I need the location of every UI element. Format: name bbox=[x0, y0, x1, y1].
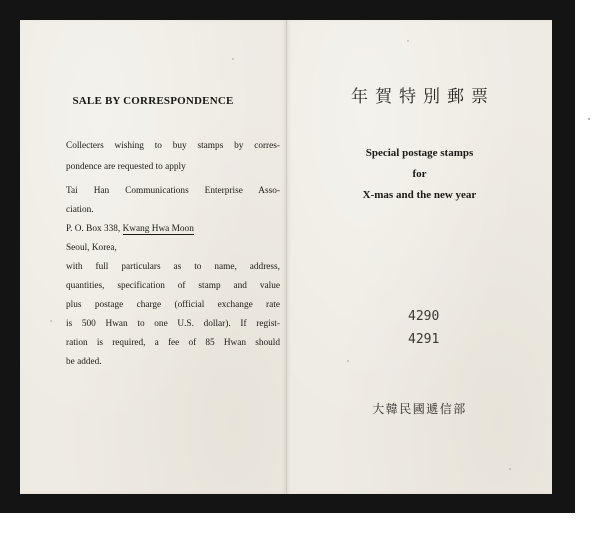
intro-line: Collecters wishing to buy stamps by corres- bbox=[66, 141, 280, 151]
details-line: plus postage charge (official exchange rate bbox=[66, 300, 280, 310]
details-line: be added. bbox=[66, 357, 102, 367]
details-line: quantities, specification of stamp and value bbox=[66, 281, 280, 291]
stamp-title-cjk: 年賀特別郵票 bbox=[351, 87, 495, 107]
paper-speck bbox=[407, 40, 409, 42]
stamp-subtitle bbox=[287, 143, 552, 206]
association-line: ciation. bbox=[66, 205, 94, 215]
association-line: Tai Han Communications Enterprise Asso- bbox=[66, 186, 280, 196]
paper-speck bbox=[50, 320, 52, 322]
ministry-name-cjk: 大韓民國遞信部 bbox=[372, 402, 467, 416]
district-name: Kwang Hwa Moon bbox=[122, 224, 194, 234]
edge-speck bbox=[588, 118, 590, 120]
city-line: Seoul, Korea, bbox=[66, 243, 117, 253]
details-line: is 500 Hwan to one U.S. dollar). If regist- bbox=[66, 319, 280, 329]
po-box: P. O. Box 338, bbox=[66, 224, 121, 234]
folder-left-panel bbox=[20, 20, 286, 494]
paper-speck bbox=[509, 468, 511, 470]
details-line: ration is required, a fee of 85 Hwan should bbox=[66, 338, 280, 348]
subtitle-line: X-mas and the new year bbox=[362, 189, 477, 201]
details-line: with full particulars as to name, address, bbox=[66, 262, 280, 272]
year-number: 4291 bbox=[408, 332, 440, 347]
correspondence-text bbox=[66, 142, 280, 368]
correspondence-heading: SALE BY CORRESPONDENCE bbox=[72, 95, 234, 107]
intro-line: pondence are requested to apply bbox=[66, 162, 186, 172]
paper-speck bbox=[232, 58, 234, 60]
subtitle-line: Special postage stamps bbox=[365, 147, 474, 159]
subtitle-line: for bbox=[412, 168, 427, 180]
address-line bbox=[66, 225, 280, 235]
paper-speck bbox=[347, 360, 349, 362]
year-number: 4290 bbox=[408, 309, 440, 324]
year-numbers bbox=[408, 305, 439, 351]
